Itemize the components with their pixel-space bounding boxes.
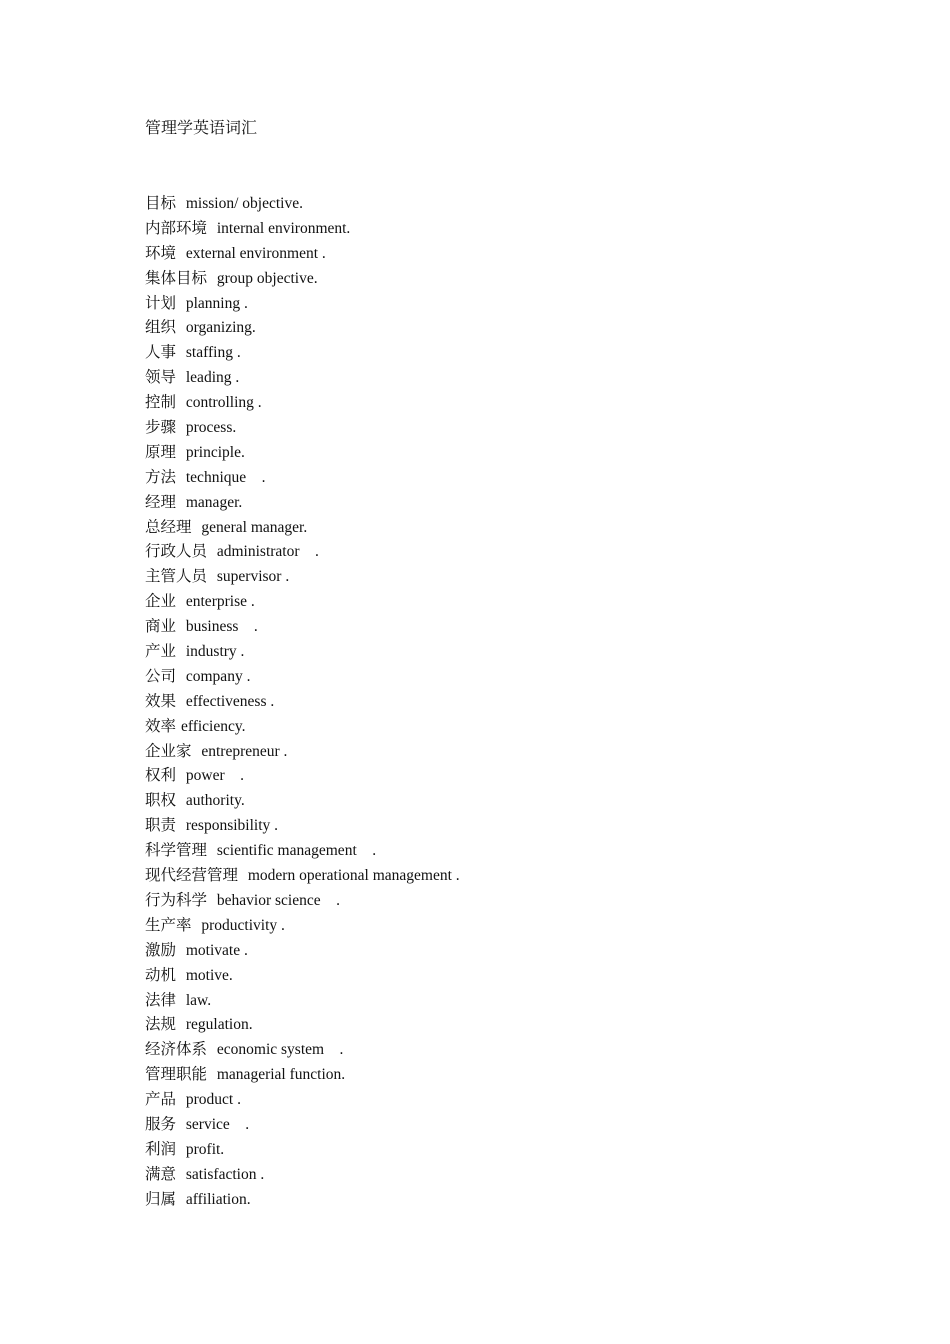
- term-row: [145, 664, 460, 689]
- term-english: scientific management .: [216, 842, 377, 860]
- term-english: product .: [185, 1091, 241, 1109]
- term-spacer: [176, 991, 186, 1009]
- term-spacer: [176, 244, 186, 262]
- term-spacer: [176, 816, 186, 834]
- term-chinese: 商业: [145, 617, 177, 636]
- term-chinese: 领导: [145, 368, 177, 387]
- term-row: [145, 863, 460, 888]
- term-english: technique .: [185, 468, 266, 486]
- term-row: [145, 1037, 460, 1062]
- term-spacer: [176, 443, 186, 461]
- term-chinese: 法规: [145, 1015, 177, 1034]
- term-english: organizing.: [185, 319, 256, 337]
- term-english: productivity .: [201, 916, 285, 934]
- term-english: regulation.: [185, 1016, 253, 1034]
- term-spacer: [207, 1065, 217, 1083]
- term-english: authority.: [185, 792, 245, 810]
- term-spacer: [176, 368, 186, 386]
- term-english: behavior science .: [216, 891, 340, 909]
- term-english: manager.: [185, 493, 243, 511]
- term-row: [145, 440, 460, 465]
- term-chinese: 产品: [145, 1090, 177, 1109]
- term-chinese: 效率: [145, 716, 177, 735]
- term-row: [145, 415, 460, 440]
- term-spacer: [176, 393, 186, 411]
- term-chinese: 行政人员: [145, 542, 208, 561]
- term-english: staffing .: [185, 344, 241, 362]
- term-spacer: [176, 493, 186, 511]
- term-list: [145, 191, 460, 1212]
- term-chinese: 控制: [145, 393, 177, 412]
- term-chinese: 生产率: [145, 915, 192, 934]
- term-row: [145, 490, 460, 515]
- term-spacer: [238, 866, 248, 884]
- term-spacer: [207, 891, 217, 909]
- term-spacer: [176, 194, 186, 212]
- term-spacer: [192, 916, 202, 934]
- term-spacer: [207, 841, 217, 859]
- term-chinese: 科学管理: [145, 841, 208, 860]
- term-spacer: [176, 617, 186, 635]
- term-english: controlling .: [185, 394, 262, 412]
- term-english: power .: [185, 767, 244, 785]
- term-spacer: [176, 966, 186, 984]
- term-english: motivate .: [185, 941, 248, 959]
- term-spacer: [176, 692, 186, 710]
- term-chinese: 动机: [145, 965, 177, 984]
- term-chinese: 现代经营管理: [145, 866, 239, 885]
- term-chinese: 法律: [145, 990, 177, 1009]
- term-chinese: 满意: [145, 1164, 177, 1183]
- term-chinese: 原理: [145, 442, 177, 461]
- term-english: group objective.: [216, 269, 318, 287]
- term-spacer: [176, 1015, 186, 1033]
- term-chinese: 归属: [145, 1189, 177, 1208]
- term-row: [145, 614, 460, 639]
- term-row: [145, 788, 460, 813]
- term-row: [145, 1162, 460, 1187]
- term-row: [145, 539, 460, 564]
- term-spacer: [176, 1190, 186, 1208]
- term-chinese: 内部环境: [145, 218, 208, 237]
- term-english: responsibility .: [185, 817, 279, 835]
- term-spacer: [176, 468, 186, 486]
- term-english: profit.: [185, 1140, 225, 1158]
- term-english: principle.: [185, 443, 245, 461]
- term-row: [145, 315, 460, 340]
- term-chinese: 职权: [145, 791, 177, 810]
- term-chinese: 目标: [145, 194, 177, 212]
- term-chinese: 利润: [145, 1139, 177, 1158]
- term-english: supervisor .: [216, 568, 290, 586]
- term-english: internal environment.: [216, 219, 351, 237]
- term-row: [145, 1112, 460, 1137]
- term-english: general manager.: [201, 518, 308, 536]
- term-spacer: [176, 418, 186, 436]
- term-chinese: 总经理: [145, 517, 192, 536]
- term-chinese: 经济体系: [145, 1040, 208, 1059]
- term-english: law.: [185, 991, 212, 1009]
- term-english: affiliation.: [185, 1190, 251, 1208]
- term-english: business .: [185, 618, 258, 636]
- term-chinese: 产业: [145, 642, 177, 661]
- term-spacer: [176, 1165, 186, 1183]
- term-spacer: [176, 766, 186, 784]
- term-chinese: 方法: [145, 467, 177, 486]
- term-spacer: [176, 343, 186, 361]
- term-spacer: [207, 1040, 217, 1058]
- term-chinese: 职责: [145, 816, 177, 835]
- term-row: [145, 739, 460, 764]
- term-spacer: [207, 542, 217, 560]
- term-row: [145, 988, 460, 1013]
- term-chinese: 人事: [145, 343, 177, 362]
- term-chinese: 效果: [145, 691, 177, 710]
- term-english: effectiveness .: [185, 692, 275, 710]
- term-spacer: [207, 269, 217, 287]
- term-row: [145, 813, 460, 838]
- term-chinese: 经理: [145, 492, 177, 511]
- term-english: industry .: [185, 643, 245, 661]
- term-chinese: 企业家: [145, 741, 192, 760]
- term-row: [145, 191, 460, 216]
- term-chinese: 管理职能: [145, 1065, 208, 1084]
- term-english: satisfaction .: [185, 1165, 265, 1183]
- term-spacer: [176, 667, 186, 685]
- term-row: [145, 689, 460, 714]
- term-chinese: 组织: [145, 318, 177, 337]
- term-row: [145, 1062, 460, 1087]
- document-title: 管理学英语词汇: [145, 118, 258, 137]
- term-spacer: [176, 294, 186, 312]
- term-spacer: [176, 941, 186, 959]
- term-row: [145, 1187, 460, 1212]
- term-chinese: 激励: [145, 940, 177, 959]
- term-english: efficiency.: [180, 717, 246, 735]
- term-spacer: [176, 642, 186, 660]
- term-row: [145, 564, 460, 589]
- term-chinese: 计划: [145, 293, 177, 312]
- term-english: modern operational management .: [247, 867, 460, 885]
- term-chinese: 集体目标: [145, 268, 208, 287]
- term-spacer: [176, 592, 186, 610]
- term-english: economic system .: [216, 1041, 344, 1059]
- term-chinese: 环境: [145, 243, 177, 262]
- term-chinese: 服务: [145, 1114, 177, 1133]
- term-chinese: 行为科学: [145, 890, 208, 909]
- term-english: enterprise .: [185, 593, 255, 611]
- term-english: process.: [185, 419, 237, 437]
- term-row: [145, 963, 460, 988]
- term-row: [145, 763, 460, 788]
- term-row: [145, 1012, 460, 1037]
- term-chinese: 权利: [145, 766, 177, 785]
- term-spacer: [176, 1115, 186, 1133]
- term-row: [145, 291, 460, 316]
- term-english: mission/ objective.: [185, 195, 303, 212]
- term-spacer: [207, 567, 217, 585]
- term-row: [145, 913, 460, 938]
- term-english: entrepreneur .: [201, 742, 288, 760]
- term-row: [145, 639, 460, 664]
- term-english: planning .: [185, 294, 248, 312]
- term-row: [145, 589, 460, 614]
- term-row: [145, 216, 460, 241]
- term-row: [145, 1137, 460, 1162]
- term-row: [145, 714, 460, 739]
- term-english: administrator .: [216, 543, 319, 561]
- term-chinese: 步骤: [145, 418, 177, 437]
- term-row: [145, 838, 460, 863]
- term-chinese: 企业: [145, 592, 177, 611]
- term-spacer: [176, 318, 186, 336]
- term-english: managerial function.: [216, 1066, 346, 1084]
- term-spacer: [192, 742, 202, 760]
- term-spacer: [176, 1090, 186, 1108]
- term-row: [145, 340, 460, 365]
- term-chinese: 公司: [145, 666, 177, 685]
- term-english: company .: [185, 667, 251, 685]
- term-spacer: [207, 219, 217, 237]
- term-row: [145, 515, 460, 540]
- term-row: [145, 465, 460, 490]
- term-spacer: [176, 791, 186, 809]
- term-row: [145, 365, 460, 390]
- term-english: motive.: [185, 966, 233, 984]
- term-spacer: [176, 1140, 186, 1158]
- term-row: [145, 938, 460, 963]
- term-row: [145, 266, 460, 291]
- term-spacer: [192, 518, 202, 536]
- term-english: service .: [185, 1115, 250, 1133]
- term-english: external environment .: [185, 244, 326, 262]
- term-row: [145, 241, 460, 266]
- term-row: [145, 390, 460, 415]
- term-row: [145, 1087, 460, 1112]
- term-chinese: 主管人员: [145, 567, 208, 586]
- term-row: [145, 888, 460, 913]
- term-english: leading .: [185, 369, 240, 387]
